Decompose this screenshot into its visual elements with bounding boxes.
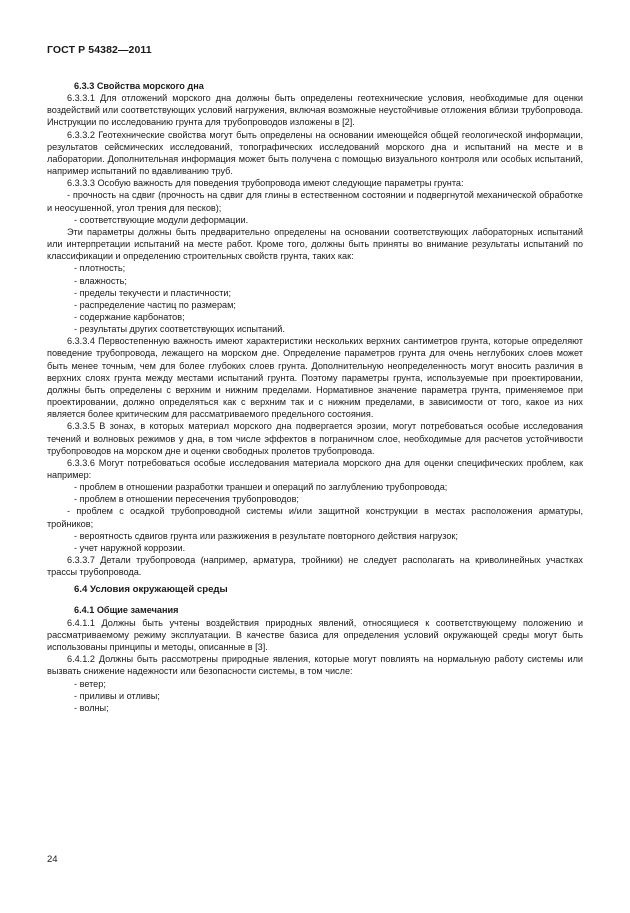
list-item: - влажность; [74, 275, 127, 286]
list-item: - приливы и отливы; [74, 690, 160, 701]
paragraph: 6.3.3.2 Геотехнические свойства могут быть определены на основании имеющейся общей геологической информации, результатов сейсмических исследований, топографических исследований морского дна и испытаний на месте и в лаборатории. Дополнительная информация может быть получена с помощью визуального контроля или особых испытаний, например испытаний по вдавливанию труб. [47, 129, 583, 177]
paragraph: 6.3.3.4 Первостепенную важность имеют характеристики нескольких верхних сантиметров грунта, которые определяют поведение трубопровода, лежащего на морском дне. Определение параметров грунта для очень неглубоких слоев может быть менее точным, чем для более глубоких слоев грунта. Дополнительную неопределенность могут вносить различия в верхних слоях грунта между местами испытаний грунта. Поэтому параметры грунта, используемые при проектировании, должны быть определены с верхним и нижним пределами. Нормативное значение параметра грунта, применяемое при проектировании, должно определяться как с верхним так и с нижним пределами, в зависимости от того, какое из них является более критическим для рассматриваемого предельного состояния. [47, 336, 583, 420]
list-item: - волны; [74, 702, 109, 713]
standard-code-header: ГОСТ Р 54382—2011 [47, 44, 152, 56]
paragraph: Эти параметры должны быть предварительно определены на основании соответствующих лабораторных испытаний или интерпретации испытаний на месте работ. Кроме того, должны быть приняты во внимание результаты испытаний по классификации и определению строительных свойств грунта, таких как: [47, 226, 583, 262]
paragraph: 6.3.3.6 Могут потребоваться особые исследования материала морского дна для оценки специфических проблем, как например: [47, 457, 583, 480]
list-item: - проблем в отношении пересечения трубопроводов; [74, 494, 299, 505]
document-body [47, 80, 583, 714]
paragraph: 6.3.3.1 Для отложений морского дна должны быть определены геотехнические условия, необходимые для оценки воздействий или соответствующих условий нагружения, включая возможные неустойчивые отложения вблизи трубопровода. Инструкции по исследованию грунта для трубопроводов изложены в [2]. [47, 93, 583, 128]
paragraph: 6.3.3.5 В зонах, в которых материал морского дна подвергается эрозии, могут потребоваться особые исследования течений и волновых режимов у дна, в том числе эффектов в пограничном слое, необходимые для расчетов устойчивости трубопроводов на морском дне и оценки свободных пролетов трубопровода. [47, 421, 583, 456]
section-heading: 6.4 Условия окружающей среды [74, 584, 228, 596]
list-item: - пределы текучести и пластичности; [74, 287, 232, 298]
list-item: - распределение частиц по размерам; [74, 299, 236, 310]
list-item: - учет наружной коррозии. [74, 542, 186, 553]
list-item: - плотность; [74, 263, 126, 274]
subsection-heading: 6.4.1 Общие замечания [74, 604, 179, 615]
paragraph: - проблем с осадкой трубопроводной системы и/или защитной конструкции в местах расположения арматуры, тройников; [47, 506, 583, 529]
list-item: - соответствующие модули деформации. [74, 214, 249, 225]
list-item: - ветер; [74, 678, 106, 689]
paragraph: - прочность на сдвиг (прочность на сдвиг для глины в естественном состоянии и подвергнутой механической обработке и неосушенной, угол трения для песков); [47, 190, 583, 213]
paragraph: 6.3.3.7 Детали трубопровода (например, арматура, тройники) не следует располагать на криволинейных участках трассы трубопровода. [47, 555, 583, 578]
section-heading: 6.3.3 Свойства морского дна [74, 81, 204, 91]
paragraph: 6.4.1.2 Должны быть рассмотрены природные явления, которые могут повлиять на нормальную работу системы или вызвать снижение надежности или безопасности системы, в том числе: [47, 654, 583, 677]
list-item: - вероятность сдвигов грунта или разжижения в результате повторного действия нагрузок; [74, 530, 458, 541]
list-item: - результаты других соответствующих испытаний. [74, 324, 285, 335]
list-item: - содержание карбонатов; [74, 311, 185, 322]
paragraph: 6.3.3.3 Особую важность для поведения трубопровода имеют следующие параметры грунта: [67, 178, 464, 189]
list-item: - проблем в отношении разработки траншеи и операций по заглублению трубопровода; [74, 482, 448, 493]
paragraph: 6.4.1.1 Должны быть учтены воздействия природных явлений, относящиеся к соответствующему положению и рассматриваемому режиму эксплуатации. В качестве базиса для определения условий окружающей среды могут быть использованы принципы и методы, описанные в [3]. [47, 617, 583, 653]
page-number: 24 [47, 854, 58, 865]
